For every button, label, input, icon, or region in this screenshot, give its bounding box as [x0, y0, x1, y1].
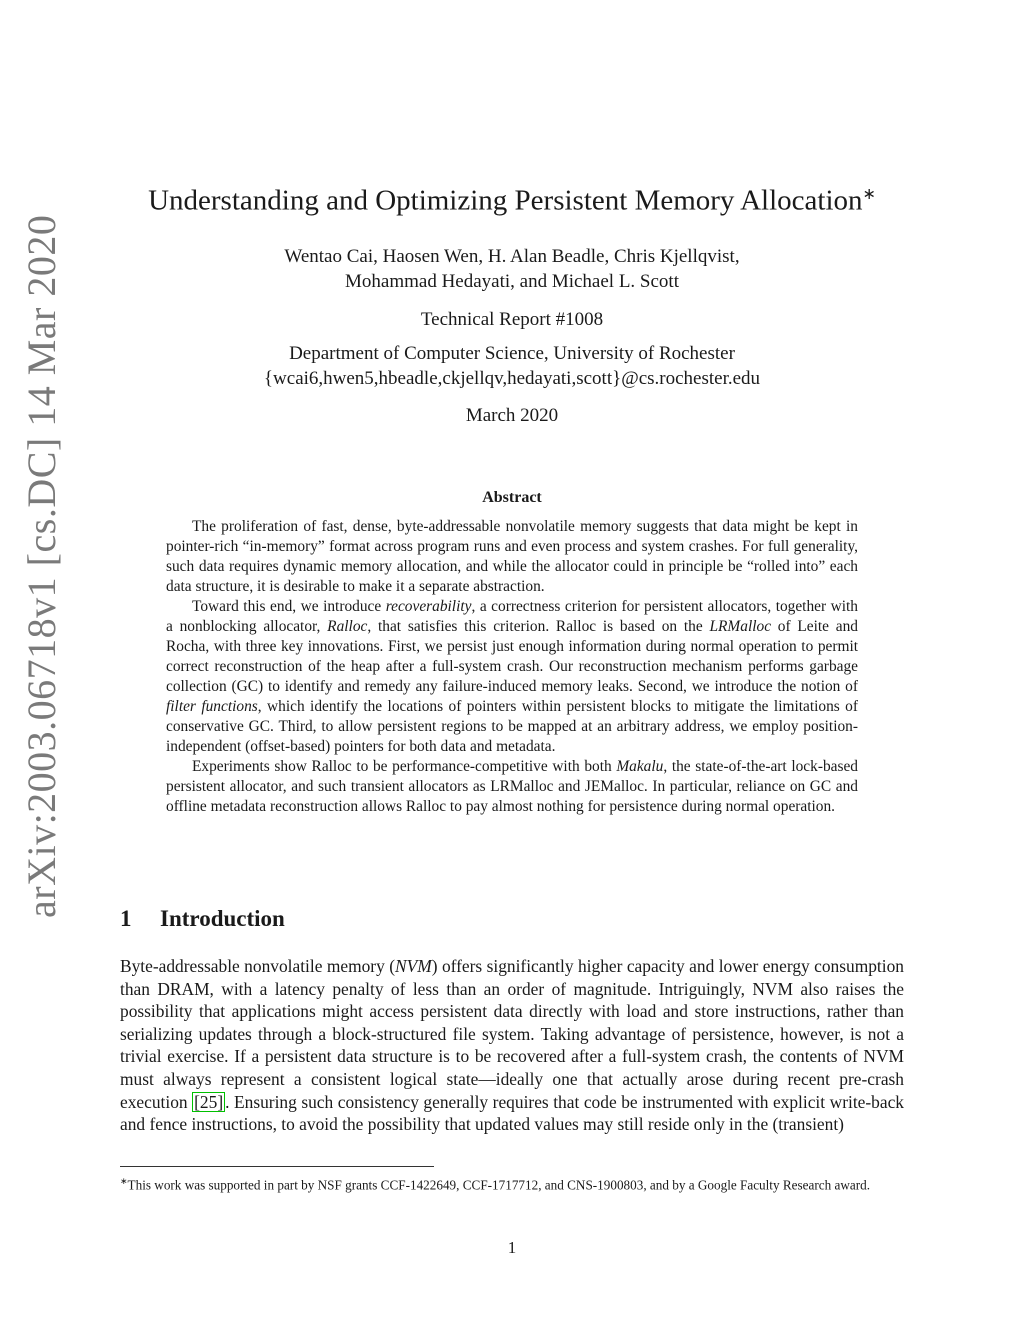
- affiliation: [120, 341, 904, 391]
- footnote-divider: [120, 1166, 434, 1167]
- term-nvm: NVM: [395, 956, 432, 976]
- intro-c: ) offers significantly higher capacity and lower energy consumption than DRAM, with a latency penalty of less than an order of magnitude. Intriguingly, NVM also raises the possibility that applications might access persistent data directly with load and store instructions, rather than serializing updates through a block-structured file system. Taking advantage of persistence, however, is not a trivial exercise. If a persistent data structure is to be recovered after a full-system crash, the contents of NVM must always represent a consistent logical state—ideally one that actually arose during recent pre-crash execution: [120, 956, 904, 1112]
- publication-date: March 2020: [465, 405, 559, 426]
- footnote: [120, 1172, 904, 1194]
- authors-line-1: Wentao Cai, Haosen Wen, H. Alan Beadle, Chris Kjellqvist,: [284, 246, 740, 267]
- abstract-p2-g: of Leite and Rocha, with three key innovations. First, we persist just enough information during normal operation to permit correct reconstruction of the heap after a full-system crash. Our reconstruction mechanism performs garbage collection (GC) to identify and remedy any failure-induced memory leaks. Second, we introduce the notion of: [166, 618, 859, 695]
- footnote-text: This work was supported in part by NSF grants CCF-1422649, CCF-1717712, and CNS-1900803, and by a Google Faculty Research award.: [127, 1177, 871, 1193]
- abstract-body: [166, 517, 858, 817]
- department: Department of Computer Science, University of Rochester: [289, 343, 735, 364]
- intro-paragraph: [120, 955, 904, 1136]
- section-heading-introduction: [120, 906, 285, 932]
- intro-a: Byte-addressable nonvolatile memory (: [120, 956, 396, 976]
- term-filter-functions: filter functions: [166, 698, 258, 715]
- term-lrmalloc: LRMalloc: [709, 618, 772, 635]
- citation-link[interactable]: [25]: [194, 1091, 224, 1112]
- abstract-p2-e: , that satisfies this criterion. Ralloc is based on the: [367, 618, 710, 635]
- intro-d: . Ensuring such consistency generally requires that code be instrumented with explicit write-back and fence instructions, to avoid the possibility that updated values may still reside only in the (transient): [120, 1091, 904, 1135]
- term-recoverability: recoverability: [385, 598, 472, 615]
- section-title: Introduction: [160, 906, 285, 931]
- abstract-p3-a: Experiments show Ralloc to be performance-competitive with both: [192, 758, 617, 775]
- footnote-mark: ∗: [120, 1176, 128, 1186]
- paper-title-text: Understanding and Optimizing Persistent Memory Allocation: [148, 184, 863, 217]
- term-ralloc: Ralloc: [327, 618, 368, 635]
- abstract-paragraph-1: The proliferation of fast, dense, byte-addressable nonvolatile memory suggests that data might be kept in pointer-rich “in-memory” format across program runs and even process and system crashes. For full generality, such data requires dynamic memory allocation, and while the allocator could in principle be “rolled into” each data structure, it is desirable to make it a separate abstraction.: [166, 518, 858, 595]
- page-number: 1: [507, 1238, 517, 1257]
- title-footnote-mark: ∗: [862, 186, 876, 203]
- abstract-paragraph-3: [166, 757, 858, 817]
- authors-line-2: Mohammad Hedayati, and Michael L. Scott: [345, 271, 679, 292]
- introduction-body: [120, 955, 904, 1136]
- abstract-p3-c: , the state-of-the-art lock-based persistent allocator, and such transient allocators as LRMalloc and JEMalloc. In particular, reliance on GC and offline metadata reconstruction allows Ralloc to pay almost nothing for persistence during normal operation.: [166, 758, 859, 815]
- abstract-paragraph-2: [166, 597, 858, 757]
- abstract-p2-i: , which identify the locations of pointers within persistent blocks to mitigate the limitations of conservative GC. Third, to allow persistent regions to be mapped at an arbitrary address, we employ position-independent (offset-based) pointers for both data and metadata.: [166, 698, 858, 755]
- section-number: 1: [120, 906, 132, 931]
- arxiv-identifier: arXiv:2003.06718v1 [cs.DC] 14 Mar 2020: [19, 214, 64, 918]
- paper-title: [120, 184, 904, 218]
- email-list: {wcai6,hwen5,hbeadle,ckjellqv,hedayati,scott}@cs.rochester.edu: [263, 368, 761, 389]
- report-number: Technical Report #1008: [420, 309, 604, 330]
- author-list: [120, 244, 904, 294]
- abstract-heading: Abstract: [482, 489, 542, 506]
- abstract-p2-c: , a correctness criterion for persistent allocators, together with a nonblocking allocator,: [166, 598, 858, 635]
- abstract-p2-a: Toward this end, we introduce: [192, 598, 386, 615]
- term-makalu: Makalu: [616, 758, 664, 775]
